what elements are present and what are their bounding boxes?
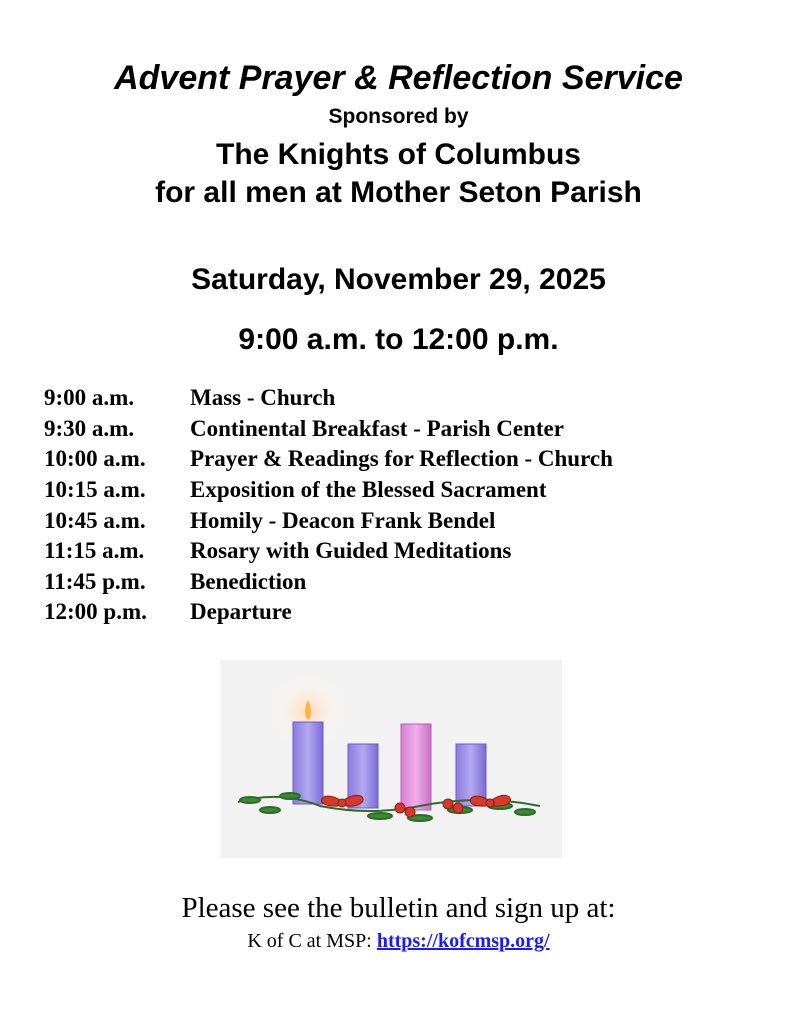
schedule-row (44, 505, 613, 536)
schedule-row (44, 567, 613, 598)
schedule-time: 9:30 a.m. (44, 415, 135, 441)
schedule-activity: Exposition of the Blessed Sacrament (190, 477, 547, 503)
schedule-activity: Mass - Church (190, 385, 336, 411)
signup-link-line (0, 928, 797, 954)
schedule-activity: Homily - Deacon Frank Bendel (190, 507, 496, 533)
sponsored-by-label: Sponsored by (328, 105, 469, 128)
schedule-activity: Departure (190, 599, 292, 625)
event-time-range: 9:00 a.m. to 12:00 p.m. (238, 323, 559, 356)
schedule-activity: Continental Breakfast - Parish Center (190, 415, 564, 441)
schedule-activity: Prayer & Readings for Reflection - Church (190, 446, 613, 472)
schedule-list (44, 383, 613, 628)
organization-name: The Knights of Columbus (216, 138, 581, 171)
page-title: Advent Prayer & Reflection Service (114, 59, 683, 97)
signup-link[interactable]: https://kofcmsp.org/ (376, 930, 550, 952)
schedule-time: 10:00 a.m. (44, 446, 146, 472)
schedule-row (44, 597, 613, 628)
schedule-activity: Rosary with Guided Meditations (190, 538, 512, 564)
schedule-time: 10:15 a.m. (44, 477, 146, 503)
schedule-time: 11:15 a.m. (44, 538, 145, 564)
signup-text: Please see the bulletin and sign up at: (181, 892, 616, 924)
link-prefix: K of C at MSP: (247, 930, 377, 952)
schedule-time: 12:00 p.m. (44, 599, 147, 625)
schedule-row (44, 536, 613, 567)
audience-line: for all men at Mother Seton Parish (155, 176, 642, 209)
schedule-row (44, 383, 613, 414)
advent-wreath-candles-icon (220, 660, 562, 858)
schedule-time: 10:45 a.m. (44, 507, 146, 533)
schedule-time: 11:45 p.m. (44, 568, 146, 594)
schedule-time: 9:00 a.m. (44, 385, 135, 411)
schedule-row (44, 475, 613, 506)
schedule-activity: Benediction (190, 568, 307, 594)
schedule-row (44, 444, 613, 475)
schedule-row (44, 414, 613, 445)
event-date: Saturday, November 29, 2025 (191, 263, 606, 296)
